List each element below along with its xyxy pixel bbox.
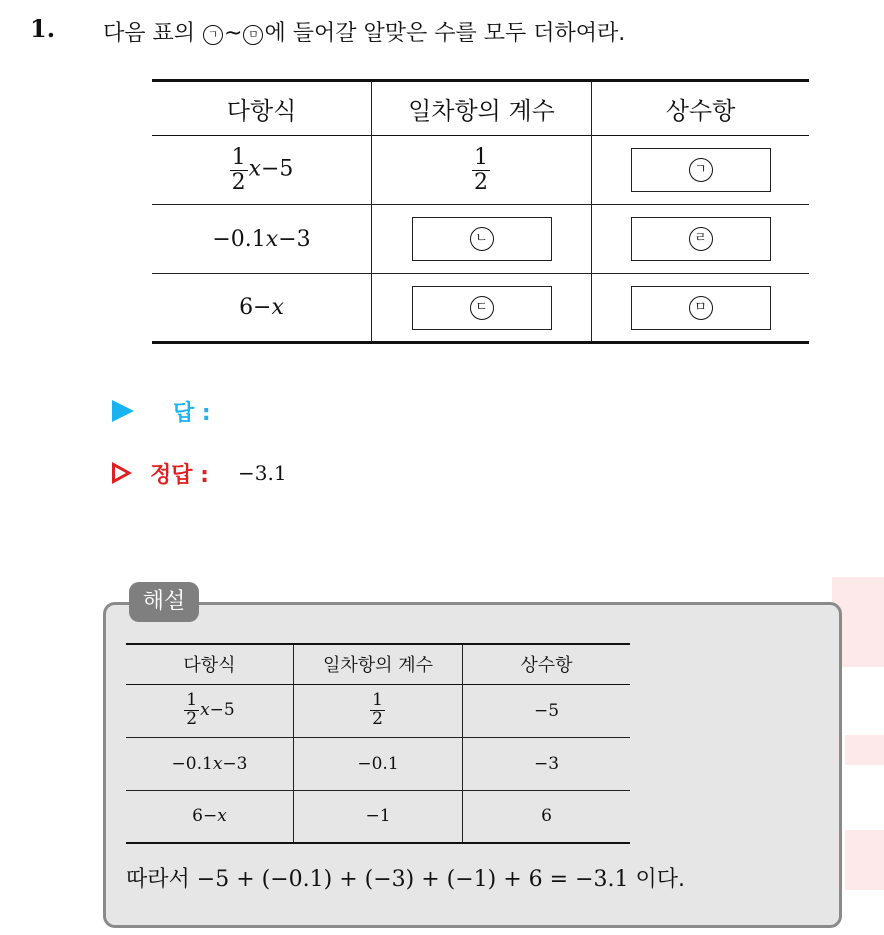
coefficient-cell <box>294 684 463 737</box>
coefficient-cell <box>372 274 592 343</box>
problem-table-header <box>152 81 809 136</box>
polynomial-cell <box>126 790 294 843</box>
blank-box <box>412 286 552 330</box>
correct-answer-arrow-inner <box>115 467 126 479</box>
constant-cell: 6 <box>463 790 631 843</box>
blank-marker: ㄷ <box>470 296 494 320</box>
question-text <box>103 16 625 47</box>
header-polynomial: 다항식 <box>183 655 236 677</box>
fraction-numerator: 1 <box>474 145 488 171</box>
fraction <box>370 692 385 729</box>
polynomial-cell <box>152 136 372 205</box>
constant-cell: −5 <box>463 684 631 737</box>
variable: x <box>265 226 279 252</box>
fraction <box>184 692 199 729</box>
blank-marker: ㄹ <box>689 227 713 251</box>
question-text-before: 다음 표의 <box>103 21 196 46</box>
table-row <box>126 684 630 737</box>
solution-conclusion <box>126 862 685 893</box>
fraction-denominator: 2 <box>474 169 488 195</box>
solution-tab: 해설 <box>129 582 199 622</box>
header-linear-coefficient: 일차항의 계수 <box>372 81 592 136</box>
variable: x <box>217 806 227 827</box>
polynomial-prefix: −0.1 <box>171 753 213 774</box>
header-constant-term: 상수항 <box>592 81 810 136</box>
coefficient-cell: −1 <box>294 790 463 843</box>
tilde: ~ <box>224 21 243 46</box>
blank-marker: ㅁ <box>689 296 713 320</box>
table-row <box>152 274 809 343</box>
header-polynomial: 다항식 <box>226 97 297 125</box>
header-constant-term: 상수항 <box>463 644 631 684</box>
polynomial-cell <box>126 737 294 790</box>
blank-box <box>631 148 771 192</box>
fraction-denominator: 2 <box>231 169 246 195</box>
question-number: 1. <box>30 14 56 43</box>
variable: x <box>271 295 284 320</box>
polynomial-rest: −5 <box>260 157 294 182</box>
question-text-after: 에 들어갈 알맞은 수를 모두 더하여라. <box>264 21 626 46</box>
coefficient-cell <box>372 205 592 274</box>
blank-box <box>631 286 771 330</box>
variable: x <box>212 753 223 774</box>
constant-cell <box>592 274 810 343</box>
table-row <box>126 790 630 843</box>
conclusion-math: −5 + (−0.1) + (−3) + (−1) + 6 = −3.1 <box>196 867 629 892</box>
polynomial-rest: −5 <box>209 700 235 720</box>
problem-table <box>152 79 809 344</box>
header-linear-coefficient: 일차항의 계수 <box>294 644 463 684</box>
polynomial-rest: −3 <box>222 753 248 774</box>
variable: x <box>200 700 210 720</box>
blank-marker-end: ㅁ <box>243 25 263 45</box>
blank-marker: ㄴ <box>470 227 494 251</box>
table-row <box>152 205 809 274</box>
polynomial-prefix: 6− <box>192 806 218 827</box>
answer-label: 답 : <box>173 401 211 426</box>
constant-cell <box>592 136 810 205</box>
correct-answer-label: 정답 : <box>150 463 209 488</box>
polynomial-cell <box>152 274 372 343</box>
polynomial-cell <box>126 684 294 737</box>
blank-box <box>631 217 771 261</box>
polynomial-cell <box>152 205 372 274</box>
fraction <box>472 146 490 193</box>
decorative-mark <box>845 830 884 890</box>
conclusion-prefix: 따라서 <box>126 867 190 892</box>
correct-answer-value: −3.1 <box>238 461 287 485</box>
coefficient-cell <box>372 136 592 205</box>
constant-cell <box>592 205 810 274</box>
solution-table-header <box>126 644 630 684</box>
polynomial-prefix: 6− <box>239 295 272 320</box>
solution-table <box>126 643 630 844</box>
blank-marker: ㄱ <box>689 158 713 182</box>
conclusion-suffix: 이다. <box>635 867 685 892</box>
coefficient-cell: −0.1 <box>294 737 463 790</box>
fraction <box>230 146 248 193</box>
blank-box <box>412 217 552 261</box>
polynomial-prefix: −0.1 <box>212 226 266 252</box>
constant-cell: −3 <box>463 737 631 790</box>
variable: x <box>248 157 261 182</box>
fraction-denominator: 2 <box>186 709 198 729</box>
table-row <box>126 737 630 790</box>
fraction-numerator: 1 <box>186 690 198 711</box>
decorative-mark <box>845 735 884 765</box>
polynomial-rest: −3 <box>278 226 311 252</box>
table-row <box>152 136 809 205</box>
fraction-denominator: 2 <box>372 709 383 729</box>
fraction-numerator: 1 <box>372 690 383 711</box>
fraction-numerator: 1 <box>231 145 246 171</box>
answer-arrow-icon <box>112 400 134 422</box>
blank-marker-start: ㄱ <box>203 25 223 45</box>
